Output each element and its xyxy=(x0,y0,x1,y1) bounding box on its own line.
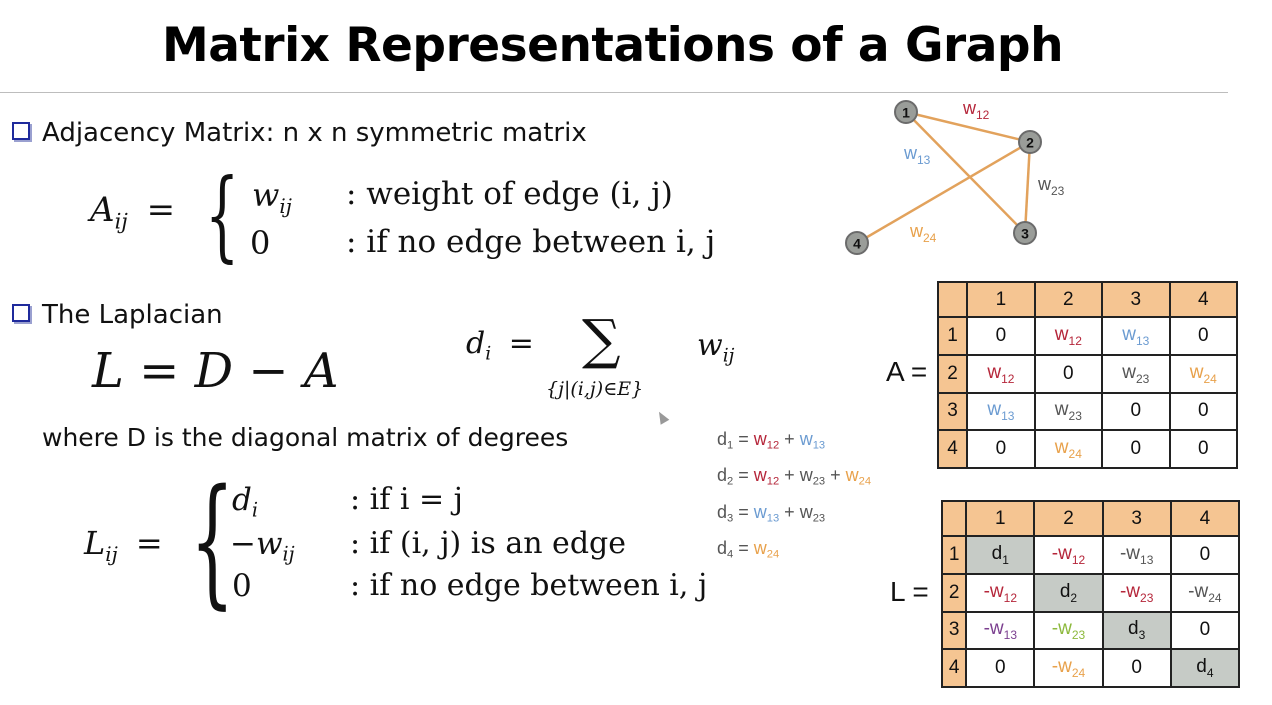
degree-token: d xyxy=(717,429,728,449)
matrix-l-cell-text: 0 xyxy=(1131,657,1142,679)
matrix-a-cell-2-2 xyxy=(1035,355,1102,393)
degree-token: = xyxy=(733,429,754,449)
matrix-l-cell-subscript: 4 xyxy=(1206,666,1214,681)
degree-token: d xyxy=(717,538,728,559)
degree-rhs-sub: ij xyxy=(722,345,735,367)
adjacency-equals: = xyxy=(146,190,176,230)
matrix-l-row-header-4 xyxy=(942,649,966,687)
degree-token: = xyxy=(733,538,754,559)
matrix-a-cell-2-3 xyxy=(1102,355,1169,393)
summation-index: {j|(i,j)∈E} xyxy=(546,378,644,400)
degree-token: d xyxy=(717,465,728,486)
graph-node-3 xyxy=(1014,222,1036,244)
adjacency-case-1-symbol: w xyxy=(252,176,280,214)
matrix-l-cell-3-4 xyxy=(1171,612,1239,650)
laplacian-case-3-desc: : if no edge between i, j xyxy=(350,568,708,603)
matrix-l-table xyxy=(941,500,1240,688)
matrix-l-cell-subscript: 23 xyxy=(1140,590,1154,605)
matrix-a-col-header-corner xyxy=(938,282,967,317)
degree-token: w xyxy=(799,501,813,522)
matrix-a-row-header-1 xyxy=(938,317,967,355)
degree-token-subscript: 4 xyxy=(727,548,734,561)
matrix-a-cell-1-1 xyxy=(967,317,1034,355)
matrix-a-row-header-4 xyxy=(938,430,967,468)
laplacian-case-1-symbol: d xyxy=(232,482,252,518)
matrix-a-cell-4-1 xyxy=(967,430,1034,468)
matrix-l-row xyxy=(942,612,1239,650)
graph-node-1 xyxy=(895,101,917,123)
adjacency-heading: Adjacency Matrix: n x n symmetric matrix xyxy=(42,118,587,148)
matrix-a-cell-3-2 xyxy=(1035,393,1102,431)
matrix-l-cell-3-2 xyxy=(1034,612,1102,650)
matrix-a-cell-text: 0 xyxy=(1197,400,1209,422)
matrix-l-cell-text: -w xyxy=(1051,543,1072,565)
adjacency-case-1-term xyxy=(252,176,292,218)
matrix-a-row-header-2 xyxy=(938,355,967,393)
matrix-a-label: A = xyxy=(886,356,928,387)
laplacian-case-3-term: 0 xyxy=(232,568,252,604)
matrix-l-cell-2-4 xyxy=(1171,574,1239,612)
graph-node-1-label: 1 xyxy=(902,104,910,121)
adjacency-heading-row xyxy=(12,118,587,148)
matrix-l-cell-text: -w xyxy=(983,580,1004,602)
degree-lhs-symbol: d xyxy=(466,326,486,361)
laplacian-case-2-symbol: −w xyxy=(230,526,283,562)
adjacency-brace-icon: { xyxy=(205,159,240,273)
degree-formula-d3 xyxy=(717,497,871,533)
matrix-l-cell-subscript: 13 xyxy=(1003,628,1017,643)
edge-label-w13: $w_{13}$ xyxy=(904,143,931,167)
matrix-l-row xyxy=(942,536,1239,574)
matrix-a-table xyxy=(937,281,1238,469)
matrix-a-cell-text: w xyxy=(987,399,1002,421)
degree-token-subscript: 2 xyxy=(727,475,734,488)
degree-token: w xyxy=(845,465,859,486)
matrix-a-cell-text: 0 xyxy=(1197,324,1209,346)
matrix-a-cell-text: w xyxy=(1189,361,1204,383)
matrix-l-cell-text: -w xyxy=(1051,656,1072,678)
edge-label-w23: $w_{23}$ xyxy=(1038,174,1065,198)
degree-token-subscript: 13 xyxy=(812,439,826,452)
degree-token: w xyxy=(753,465,767,486)
matrix-l-cell-text: 0 xyxy=(1199,619,1211,641)
matrix-a-col-header-3: 3 xyxy=(1102,282,1169,317)
degree-token-subscript: 1 xyxy=(727,439,734,452)
matrix-l-cell-subscript: 2 xyxy=(1070,590,1078,605)
matrix-a-cell-text: 4 xyxy=(947,438,958,460)
laplacian-case-1-sub: i xyxy=(251,498,259,522)
matrix-a-cell-4-3 xyxy=(1102,430,1169,468)
matrix-a-cell-3-3 xyxy=(1102,393,1169,431)
matrix-l-cell-text: 1 xyxy=(948,543,960,565)
laplacian-case-2-sub: ij xyxy=(282,542,295,566)
laplacian-main-equation: L = D − A xyxy=(92,343,339,399)
degree-token: + xyxy=(779,501,800,522)
edge-label-w12: $w_{12}$ xyxy=(963,98,990,122)
matrix-l-cell-text: -w xyxy=(1188,580,1209,602)
matrix-a-cell-subscript: 23 xyxy=(1135,371,1150,386)
matrix-a-cell-text: 0 xyxy=(1063,362,1074,384)
degree-token-subscript: 13 xyxy=(766,512,780,525)
matrix-a-row xyxy=(938,430,1237,468)
laplacian-lhs-symbol: L xyxy=(84,524,106,562)
matrix-a-cell-text: 0 xyxy=(1130,438,1142,460)
matrix-a-cell-text: 2 xyxy=(947,362,958,384)
matrix-a-row xyxy=(938,393,1237,431)
matrix-l-row-header-3 xyxy=(942,612,966,650)
matrix-a-cell-text: 1 xyxy=(947,324,958,346)
degree-token: w xyxy=(799,429,813,449)
matrix-l-cell-subscript: 1 xyxy=(1002,552,1009,567)
matrix-a-cell-subscript: 12 xyxy=(1001,371,1015,386)
matrix-l-cell-text: -w xyxy=(1119,543,1141,565)
matrix-a-cell-subscript: 23 xyxy=(1068,409,1082,424)
matrix-l-cell-subscript: 13 xyxy=(1140,552,1154,567)
laplacian-case-2-term xyxy=(230,526,295,566)
matrix-l-cell-text: 0 xyxy=(995,657,1006,679)
matrix-l-label: L = xyxy=(890,576,929,607)
matrix-l-cell-4-3 xyxy=(1103,649,1171,687)
matrix-l-cell-3-1 xyxy=(966,612,1034,650)
matrix-l-cell-4-1 xyxy=(966,649,1034,687)
matrix-a-cell-text: w xyxy=(1054,437,1069,459)
degree-token: + xyxy=(825,465,846,486)
matrix-a-cell-1-3 xyxy=(1102,317,1169,355)
matrix-a-row xyxy=(938,355,1237,393)
laplacian-case-1-desc: : if i = j xyxy=(350,482,463,517)
adjacency-case-1-desc: : weight of edge (i, j) xyxy=(346,176,673,212)
matrix-a-cell-2-4 xyxy=(1170,355,1237,393)
laplacian-equals: = xyxy=(135,524,163,562)
matrix-l-col-header-corner xyxy=(942,501,966,536)
laplacian-lhs-sub: ij xyxy=(105,542,118,566)
matrix-l-col-header-1: 1 xyxy=(966,501,1034,536)
degree-token: w xyxy=(753,429,767,449)
matrix-l-cell-text: -w xyxy=(1051,618,1072,640)
degree-rhs-symbol: w xyxy=(697,328,723,363)
where-text: where D is the diagonal matrix of degrees xyxy=(42,423,569,452)
matrix-l-cell-subscript: 3 xyxy=(1138,628,1146,643)
matrix-l-cell-1-3 xyxy=(1103,536,1171,574)
matrix-l-cell-subscript: 23 xyxy=(1071,628,1086,643)
edge-2-3 xyxy=(1025,142,1030,233)
matrix-l-col-header-3: 3 xyxy=(1103,501,1171,536)
adjacency-lhs xyxy=(90,190,175,233)
checkbox-bullet-icon xyxy=(12,122,30,140)
matrix-l-row-header-2 xyxy=(942,574,966,612)
laplacian-case-1-term xyxy=(232,482,258,522)
matrix-l-cell-1-2 xyxy=(1034,536,1102,574)
checkbox-bullet-icon xyxy=(12,304,30,322)
laplacian-heading-row xyxy=(12,300,223,330)
matrix-l-header-row xyxy=(942,501,1239,536)
matrix-l-cell-text: 4 xyxy=(948,657,960,679)
matrix-a-col-header-4: 4 xyxy=(1170,282,1237,317)
degree-token: = xyxy=(733,465,754,486)
degree-rhs xyxy=(697,328,734,367)
matrix-a-header-row xyxy=(938,282,1237,317)
matrix-a-cell-1-2 xyxy=(1035,317,1102,355)
degree-token-subscript: 3 xyxy=(727,512,734,525)
degree-token: = xyxy=(733,501,754,522)
matrix-a-cell-3-4 xyxy=(1170,393,1237,431)
matrix-l-cell-subscript: 12 xyxy=(1071,552,1086,567)
matrix-l-cell-text: 0 xyxy=(1199,543,1211,565)
laplacian-brace-icon: { xyxy=(190,460,235,623)
degree-token-subscript: 12 xyxy=(766,439,780,452)
matrix-a-cell-text: 0 xyxy=(1130,400,1142,422)
slide-title: Matrix Representations of a Graph xyxy=(161,18,1064,73)
matrix-a-cell-4-4 xyxy=(1170,430,1237,468)
matrix-a-cell-text: 0 xyxy=(995,438,1007,460)
matrix-l-col-header-2: 2 xyxy=(1034,501,1102,536)
matrix-a-cell-text: 0 xyxy=(1197,438,1209,460)
degree-token-subscript: 12 xyxy=(766,475,780,488)
matrix-a-cell-text: w xyxy=(1054,399,1069,421)
matrix-a-cell-text: w xyxy=(1122,324,1136,346)
matrix-a-row-header-3 xyxy=(938,393,967,431)
matrix-a-col-header-2: 2 xyxy=(1035,282,1102,317)
matrix-l-cell-subscript: 24 xyxy=(1208,590,1222,605)
matrix-l-cell-1-4 xyxy=(1171,536,1239,574)
degree-formula-d2 xyxy=(717,460,871,496)
edge-label-w24: $w_{24}$ xyxy=(910,221,937,245)
degree-formula-d4 xyxy=(717,533,871,569)
adjacency-case-2-term: 0 xyxy=(250,224,271,262)
matrix-a-cell-subscript: 24 xyxy=(1203,371,1217,386)
matrix-a-cell-4-2 xyxy=(1035,430,1102,468)
matrix-l-row-header-1 xyxy=(942,536,966,574)
graph-node-4 xyxy=(846,232,868,254)
laplacian-case-2-desc: : if (i, j) is an edge xyxy=(350,526,626,561)
matrix-l-cell-text: -w xyxy=(1119,580,1141,602)
matrix-a-row xyxy=(938,317,1237,355)
matrix-l-cell-subscript: 12 xyxy=(1003,590,1017,605)
degree-token-subscript: 23 xyxy=(812,512,826,525)
degree-token: d xyxy=(717,501,728,522)
laplacian-lhs xyxy=(84,524,163,566)
degree-lhs-sub: i xyxy=(485,343,492,365)
mouse-cursor-icon xyxy=(655,409,670,424)
matrix-a-cell-text: 0 xyxy=(995,324,1007,346)
degree-token: + xyxy=(779,465,800,486)
matrix-a-col-header-1: 1 xyxy=(967,282,1034,317)
matrix-l-cell-2-2 xyxy=(1034,574,1102,612)
matrix-l-cell-text: -w xyxy=(983,618,1004,640)
matrix-a-cell-2-1 xyxy=(967,355,1034,393)
matrix-a-cell-text: w xyxy=(1122,361,1136,383)
degree-token: w xyxy=(753,538,767,559)
matrix-l-cell-text: d xyxy=(1128,618,1139,640)
graph-node-4-label: 4 xyxy=(853,235,861,252)
degree-lhs xyxy=(466,326,534,365)
graph-node-2 xyxy=(1019,131,1041,153)
matrix-a-cell-subscript: 13 xyxy=(1001,409,1015,424)
matrix-l-cell-2-3 xyxy=(1103,574,1171,612)
degree-token: w xyxy=(753,501,767,522)
degree-token-subscript: 23 xyxy=(812,475,826,488)
matrix-l-cell-text: d xyxy=(1196,656,1207,678)
adjacency-case-1-sub: ij xyxy=(279,194,292,218)
degree-token: w xyxy=(799,465,813,486)
matrix-l-cell-3-3 xyxy=(1103,612,1171,650)
matrix-a-cell-3-1 xyxy=(967,393,1034,431)
matrix-l-cell-text: d xyxy=(991,543,1003,565)
matrix-a-cell-subscript: 12 xyxy=(1068,333,1082,348)
matrix-a-cell-subscript: 24 xyxy=(1068,447,1082,462)
degree-equals: = xyxy=(508,326,534,361)
matrix-l-cell-text: 2 xyxy=(948,581,960,603)
matrix-l-row xyxy=(942,649,1239,687)
adjacency-case-2-desc: : if no edge between i, j xyxy=(346,224,716,260)
adjacency-lhs-symbol: A xyxy=(90,190,115,230)
graph-node-3-label: 3 xyxy=(1021,225,1029,242)
matrix-l-cell-4-4 xyxy=(1171,649,1239,687)
summation-icon: ∑ xyxy=(582,308,621,371)
graph-diagram xyxy=(830,92,1090,267)
matrix-a-cell-text: 3 xyxy=(947,400,958,422)
matrix-l-row xyxy=(942,574,1239,612)
matrix-l-col-header-4: 4 xyxy=(1171,501,1239,536)
matrix-l-cell-2-1 xyxy=(966,574,1034,612)
matrix-a-cell-1-4 xyxy=(1170,317,1237,355)
matrix-l-cell-4-2 xyxy=(1034,649,1102,687)
degree-token-subscript: 24 xyxy=(858,475,872,488)
degree-formula-list xyxy=(717,424,871,569)
matrix-l-cell-text: 3 xyxy=(948,619,960,641)
graph-node-2-label: 2 xyxy=(1026,134,1034,151)
matrix-a-cell-subscript: 13 xyxy=(1135,333,1150,348)
matrix-a-cell-text: w xyxy=(1054,324,1069,346)
laplacian-heading: The Laplacian xyxy=(42,300,223,330)
matrix-l-cell-subscript: 24 xyxy=(1071,666,1086,681)
matrix-a-cell-text: w xyxy=(987,361,1002,383)
edge-1-3 xyxy=(906,112,1025,233)
adjacency-lhs-sub: ij xyxy=(114,208,128,234)
matrix-l-cell-1-1 xyxy=(966,536,1034,574)
degree-token: + xyxy=(779,429,800,449)
matrix-l-cell-text: d xyxy=(1059,580,1071,602)
degree-formula-d1 xyxy=(717,424,871,460)
degree-token-subscript: 24 xyxy=(766,548,780,561)
edge-2-4 xyxy=(857,142,1030,243)
